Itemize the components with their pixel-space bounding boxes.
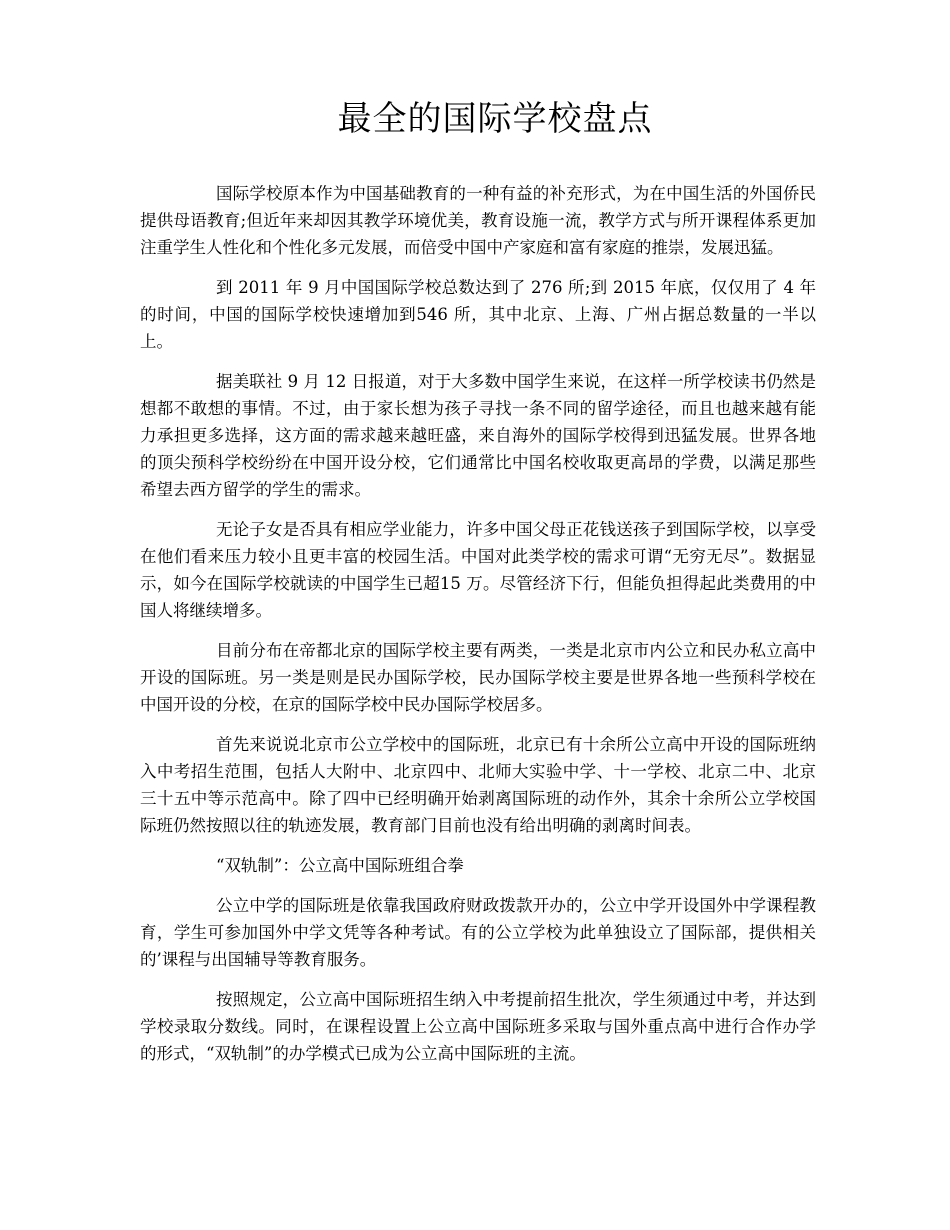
paragraph-8: 按照规定，公立高中国际班招生纳入中考提前招生批次，学生须通过中考，并达到学校录取分数线。同时，在课程设置上公立高中国际班多采取与国外重点高中进行合作办学的形式，“双轨制”的办学模式已成为公立高中国际班的主流。	[140, 990, 816, 1063]
paragraph-7: 公立中学的国际班是依靠我国政府财政拨款开办的，公立中学开设国外中学课程教育，学生可参加国外中学文凭等各种考试。有的公立学校为此单独设立了国际部，提供相关的’课程与出国辅导等教育服务。	[140, 896, 816, 969]
paragraph-2: 到 2011 年 9 月中国国际学校总数达到了 276 所;到 2015 年底，仅仅用了 4 年的时间，中国的国际学校快速增加到546 所，其中北京、上海、广州占据总数量的一半以上。	[140, 278, 816, 351]
paragraph-1: 国际学校原本作为中国基础教育的一种有益的补充形式，为在中国生活的外国侨民提供母语教育;但近年来却因其教学环境优美，教育设施一流，教学方式与所开课程体系更加注重学生人性化和个性化多元发展，而倍受中国中产家庭和富有家庭的推崇，发展迅猛。	[140, 184, 816, 257]
section-subheading: “双轨制”：公立高中国际班组合拳	[216, 856, 464, 875]
document-body	[140, 180, 816, 1080]
paragraph-3: 据美联社 9 月 12 日报道，对于大多数中国学生来说，在这样一所学校读书仍然是想都不敢想的事情。不过，由于家长想为孩子寻找一条不同的留学途径，而且也越来越有能力承担更多选择，这方面的需求越来越旺盛，来自海外的国际学校得到迅猛发展。世界各地的顶尖预科学校纷纷在中国开设分校，它们通常比中国名校收取更高昂的学费，以满足那些希望去西方留学的学生的需求。	[140, 372, 816, 499]
document-title: 最全的国际学校盘点	[337, 99, 653, 139]
paragraph-6: 首先来说说北京市公立学校中的国际班，北京已有十余所公立高中开设的国际班纳入中考招生范围，包括人大附中、北京四中、北师大实验中学、十一学校、北京二中、北京三十五中等示范高中。除了四中已经明确开始剥离国际班的动作外，其余十余所公立学校国际班仍然按照以往的轨迹发展，教育部门目前也没有给出明确的剥离时间表。	[140, 735, 816, 835]
paragraph-4: 无论子女是否具有相应学业能力，许多中国父母正花钱送孩子到国际学校，以享受在他们看来压力较小且更丰富的校园生活。中国对此类学校的需求可谓“无穷无尽”。数据显示，如今在国际学校就读的中国学生已超15 万。尽管经济下行，但能负担得起此类费用的中国人将继续增多。	[140, 520, 816, 620]
paragraph-5: 目前分布在帝都北京的国际学校主要有两类，一类是北京市内公立和民办私立高中开设的国际班。另一类是则是民办国际学校，民办国际学校主要是世界各地一些预科学校在中国开设的分校，在京的国际学校中民办国际学校居多。	[140, 641, 816, 714]
